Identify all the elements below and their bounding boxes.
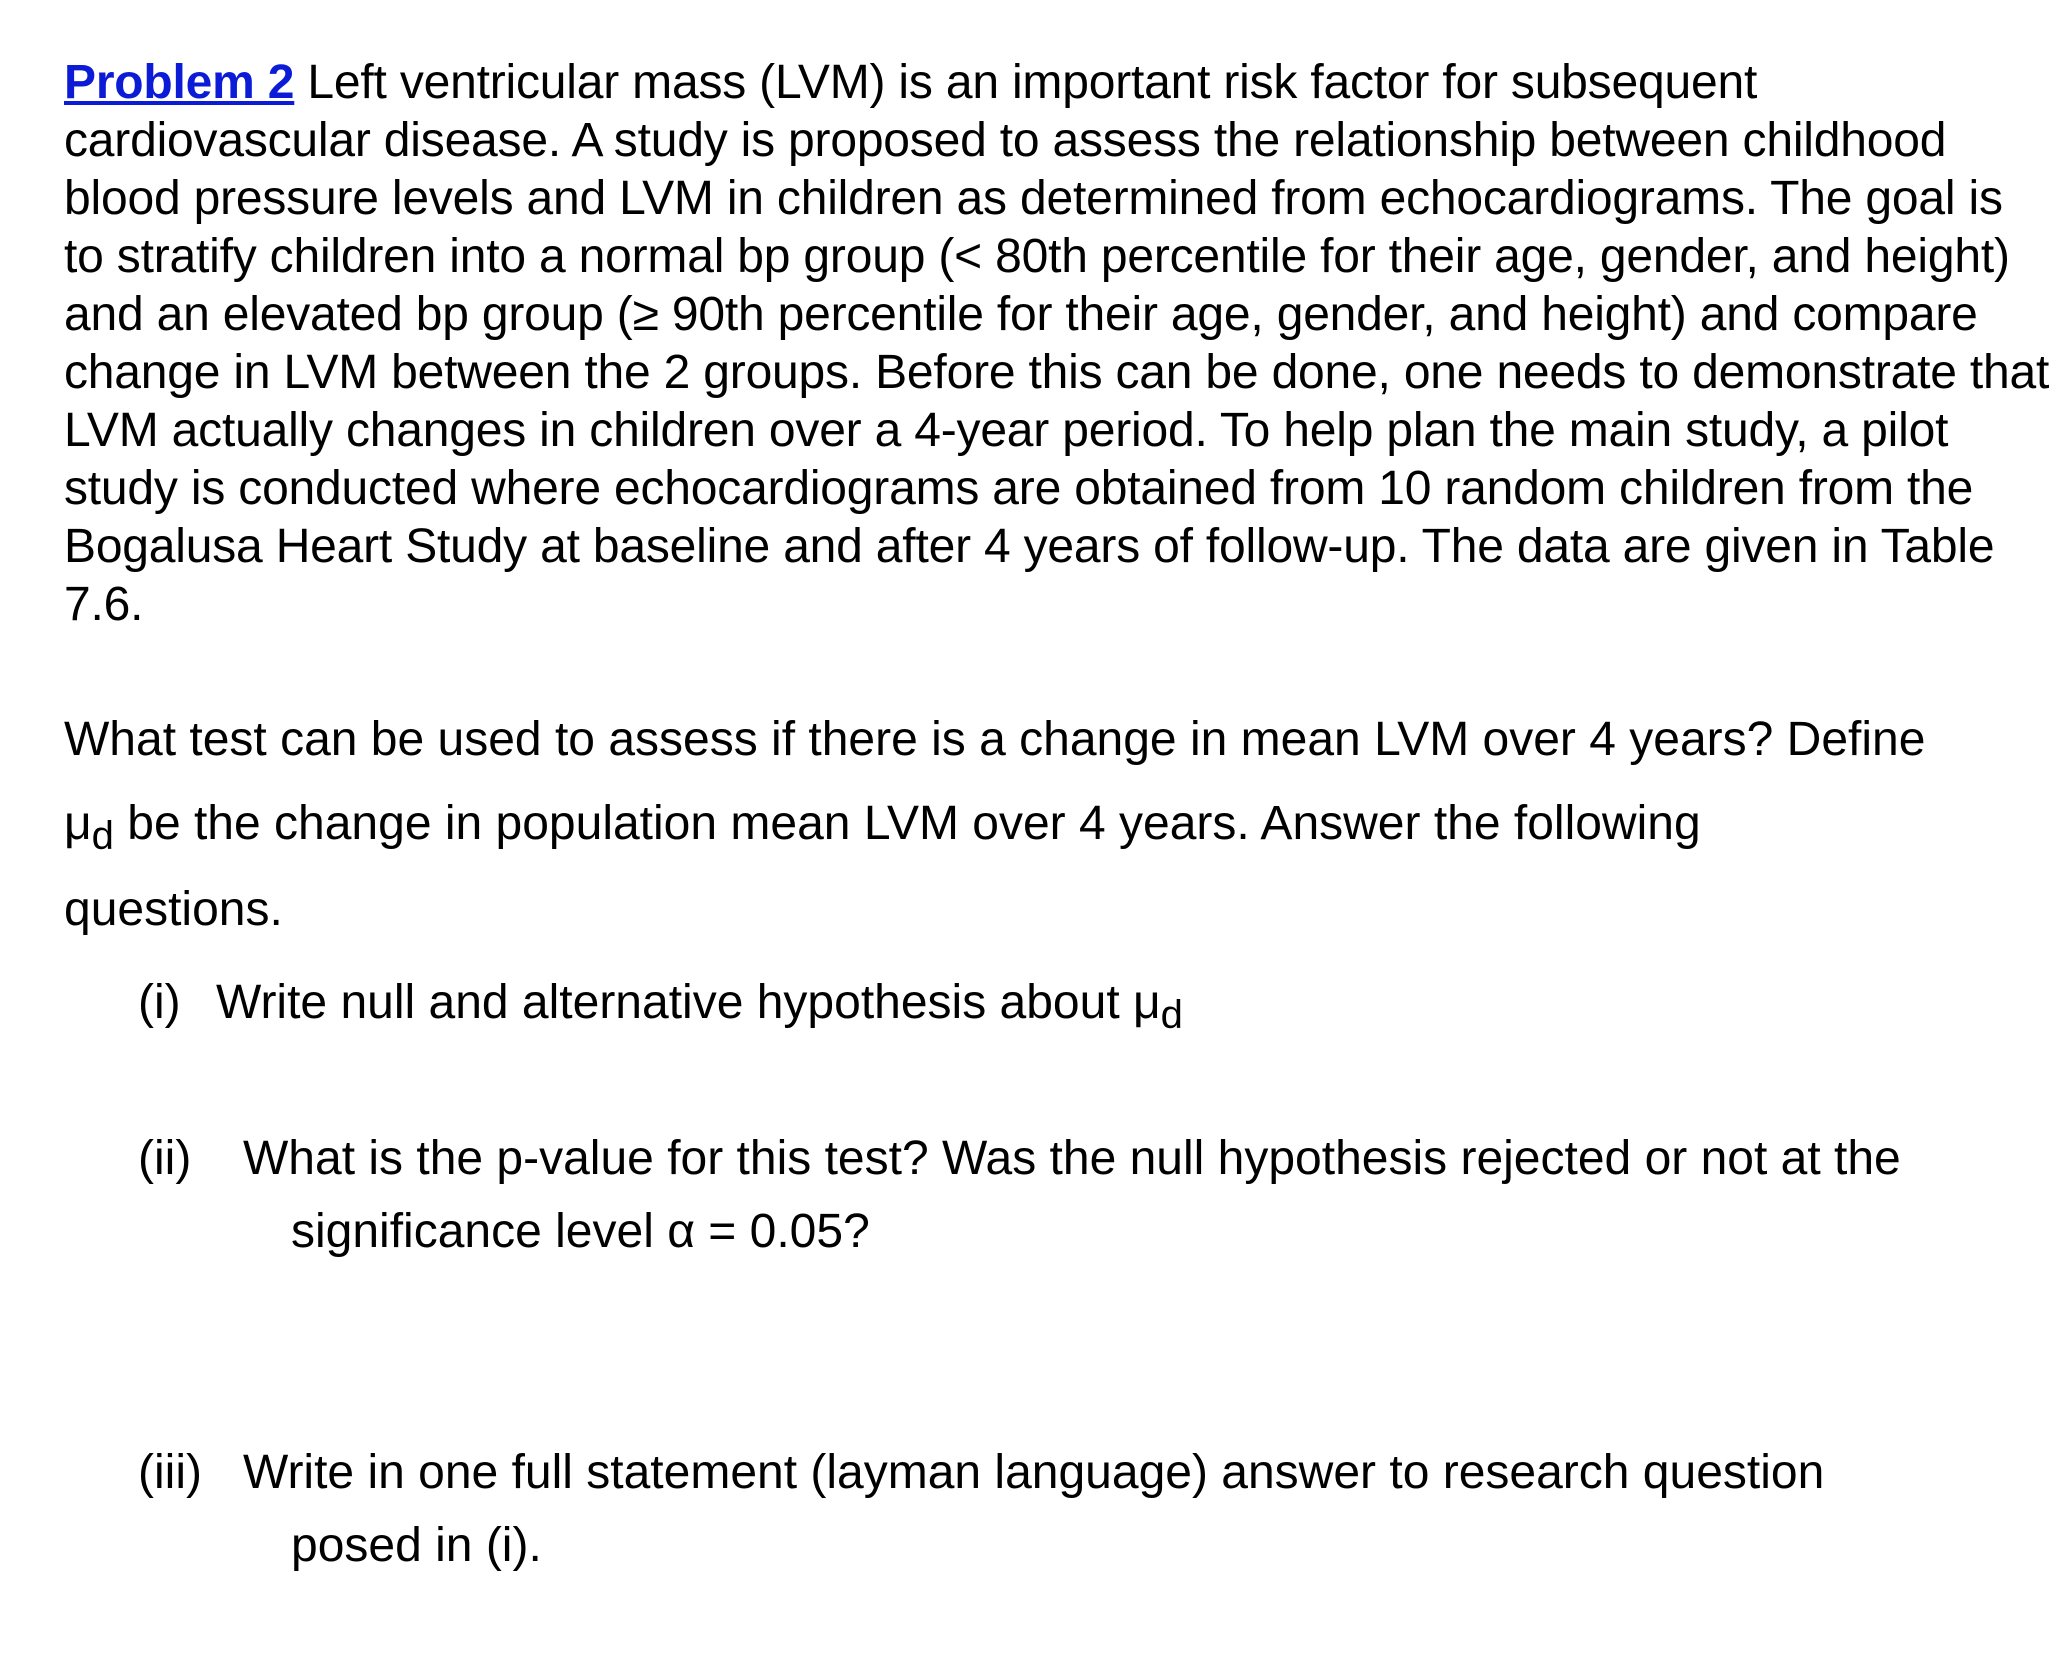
problem-intro-text: Left ventricular mass (LVM) is an important risk factor for subsequent cardiovascular disease. A study is proposed to assess the relationship between childhood blood pressure levels and LVM in children as determined from echocardiograms. The goal is to stratify children into a normal bp group (< 80th percentile for their age, gender, and height) and an elevated bp group (≥ 90th percentile for their age, gender, and height) and compare change in LVM between the 2 groups. Before this can be done, one needs to demonstrate that LVM actually changes in children over a 4-year period. To help plan the main study, a pilot study is conducted where echocardiograms are obtained from 10 random children from the Bogalusa Heart Study at baseline and after 4 years of follow-up. The data are given in Table 7.6.: [64, 56, 2050, 631]
list-item-text: [216, 967, 1183, 1041]
mu-symbol: μ: [1133, 976, 1161, 1029]
list-item-number: (ii): [138, 1132, 192, 1185]
problem-link[interactable]: Problem 2: [64, 56, 295, 109]
mu-subscript: d: [91, 814, 114, 858]
question-paragraph: [64, 707, 2054, 943]
list-item-text: Write in one full statement (layman language) answer to research question: [243, 1446, 1825, 1499]
question-line-3: questions.: [64, 883, 283, 936]
list-item-text-continued: posed in (i).: [291, 1519, 542, 1572]
question-line-2: [64, 791, 2054, 859]
list-item-text-main: Write null and alternative hypothesis about: [216, 976, 1133, 1029]
list-item: [138, 1437, 2038, 1597]
list-item-number: (iii): [138, 1446, 202, 1499]
problem-intro: [64, 54, 2054, 634]
mu-symbol: μ: [64, 797, 92, 850]
question-line-1: What test can be used to assess if there is a change in mean LVM over 4 years? Define: [64, 713, 1926, 766]
list-item: [138, 1123, 2038, 1283]
list-item-text-continued: significance level α = 0.05?: [291, 1205, 870, 1258]
list-item-number: (i): [138, 976, 181, 1029]
list-item-text: What is the p-value for this test? Was the null hypothesis rejected or not at the: [243, 1132, 1901, 1185]
question-line-2-text: be the change in population mean LVM over 4 years. Answer the following: [113, 797, 1701, 850]
list-item: [138, 967, 2038, 1047]
mu-subscript: d: [1160, 993, 1183, 1037]
